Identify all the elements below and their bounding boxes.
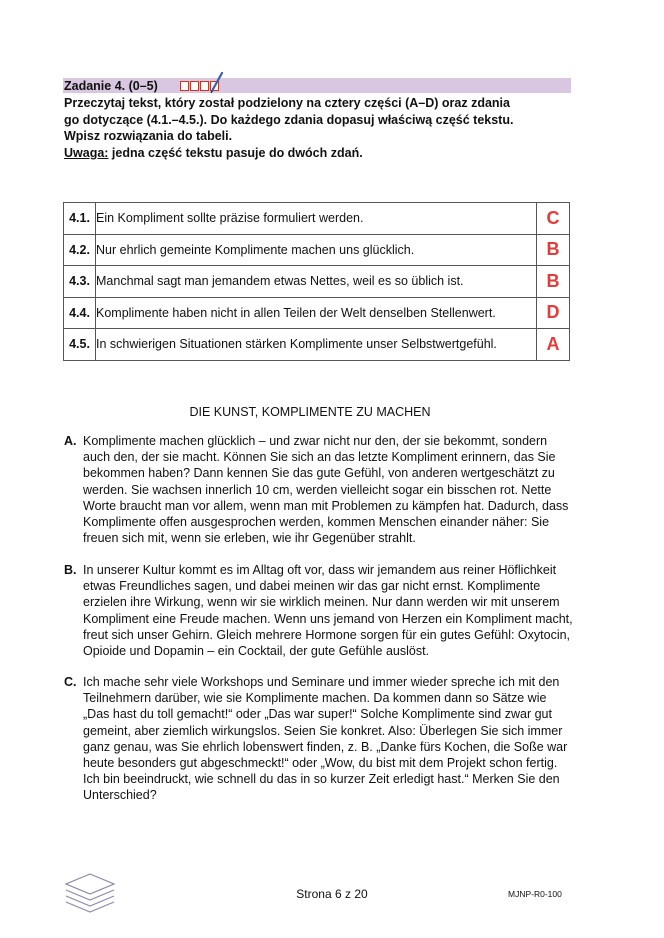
table-row: [64, 234, 570, 266]
answer-cell[interactable]: D: [537, 297, 570, 329]
paragraph-text: Komplimente machen glücklich – und zwar nicht nur den, der sie bekommt, sondern auch den, der sie macht. Können Sie sich an das letzte Kompliment erinnern, das Sie bekommen haben? Dann kennen Sie das gute Gefühl, von anderen wertgeschätzt zu werden. Sie wachsen innerlich 10 cm, werden vielleicht sogar ein bisschen rot. Nette Worte braucht man vor allem, wenn man mit Problemen zu kämpfen hat. Dadurch, dass Komplimente offen ausgesprochen werden, kommen Menschen einander näher: Sie freuen sich mit, wenn sie erleben, wie ihr Gegenüber strahlt.: [83, 434, 569, 546]
answer-cell[interactable]: C: [537, 203, 570, 235]
instruction-line: go dotyczące (4.1.–4.5.). Do każdego zdania dopasuj właściwą część tekstu.: [64, 112, 514, 127]
table-row: [64, 297, 570, 329]
item-sentence: Manchmal sagt man jemandem etwas Nettes, weil es so üblich ist.: [96, 266, 537, 298]
item-sentence: Nur ehrlich gemeinte Komplimente machen uns glücklich.: [96, 234, 537, 266]
item-number: 4.5.: [64, 329, 96, 361]
instruction-note: [64, 145, 513, 162]
paragraph-a: [64, 433, 574, 546]
paragraph-text: In unserer Kultur kommt es im Alltag oft vor, dass wir jemandem aus reiner Höflichkeit etwas Freundliches sagen, und dabei meinen wir das gar nicht ernst. Komplimente erzielen ihre Wirkung, wenn wir sie wirklich meinen. Nur dann werden wir mit unserem Kompliment eine Freude machen. Wenn uns jemand von Herzen ein Kompliment macht, freut sich unser Gehirn. Gleich mehrere Hormone sorgen für ein gutes Gefühl: Oxytocin, Opioide und Dopamin – ein Cocktail, der gute Gefühle auslöst.: [83, 563, 573, 659]
answer-cell[interactable]: B: [537, 266, 570, 298]
table-row: [64, 203, 570, 235]
item-number: 4.4.: [64, 297, 96, 329]
item-sentence: Ein Kompliment sollte präzise formuliert werden.: [96, 203, 537, 235]
item-sentence: Komplimente haben nicht in allen Teilen der Welt denselben Stellenwert.: [96, 297, 537, 329]
item-number: 4.3.: [64, 266, 96, 298]
item-sentence: In schwierigen Situationen stärken Komplimente unser Selbstwertgefühl.: [96, 329, 537, 361]
page-number: Strona 6 z 20: [296, 887, 368, 901]
paragraph-letter: B.: [64, 563, 77, 577]
note-label: Uwaga:: [64, 145, 109, 160]
exam-code: MJNP-R0-100: [508, 889, 562, 899]
pen-icon: [210, 72, 224, 94]
answer-cell[interactable]: B: [537, 234, 570, 266]
paragraph-letter: A.: [64, 434, 77, 448]
score-box: [180, 81, 189, 91]
instruction-line: Przeczytaj tekst, który został podzielony na cztery części (A–D) oraz zdania: [64, 96, 510, 110]
paragraph-text: Ich mache sehr viele Workshops und Seminare und immer wieder spreche ich mit den Teilnehmern darüber, wie sie Komplimente machen. Da kommen dann so Sätze wie „Das hast du toll gemacht!“ oder „Das war super!“ Solche Komplimente sind zwar gut gemeint, aber ziemlich wirkungslos. Seien Sie konkret. Also: Überlegen Sie sich immer ganz genau, was Sie ehrlich lobenswert finden, z. B. „Danke fürs Kochen, die Soße war heute besonders gut abgeschmeckt!“ oder „Wow, du bist mit dem Projekt schon fertig. Ich bin beeindruckt, wie schnell du das in so kurzer Zeit erledigt hast.“ Merken Sie den Unterschied?: [83, 675, 568, 803]
score-box: [200, 81, 209, 91]
note-text: jedna część tekstu pasuje do dwóch zdań.: [108, 145, 363, 160]
task-instructions: [64, 95, 513, 161]
paragraph-letter: C.: [64, 675, 77, 689]
table-row: [64, 329, 570, 361]
table-row: [64, 266, 570, 298]
answer-table: [63, 202, 570, 361]
item-number: 4.2.: [64, 234, 96, 266]
item-number: 4.1.: [64, 203, 96, 235]
text-title: DIE KUNST, KOMPLIMENTE ZU MACHEN: [189, 405, 431, 419]
answer-cell[interactable]: A: [537, 329, 570, 361]
paragraph-b: [64, 562, 574, 659]
score-box: [190, 81, 199, 91]
paragraph-c: [64, 674, 574, 804]
instruction-line: Wpisz rozwiązania do tabeli.: [64, 129, 233, 143]
task-title: Zadanie 4. (0–5): [64, 79, 158, 93]
